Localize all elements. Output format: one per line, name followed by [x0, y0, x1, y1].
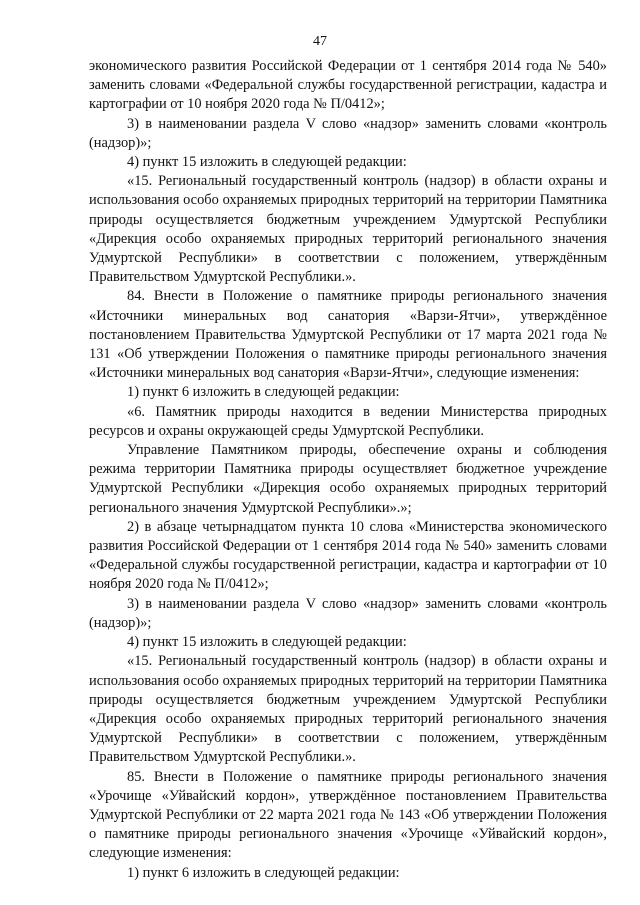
paragraph-item-1: 1) пункт 6 изложить в следующей редакции:: [127, 384, 400, 401]
paragraph-continuation: экономического развития Российской Федерации от 1 сентября 2014 года № 540» заменить словами «Федеральной службы государственной регистрации, кадастра и картографии от 10 ноября 2020 года № П/0412»;: [89, 58, 607, 113]
paragraph-item-4: 4) пункт 15 изложить в следующей редакции:: [127, 154, 407, 171]
document-body: [89, 57, 607, 883]
paragraph-section-84: 84. Внести в Положение о памятнике природы регионального значения «Источники минеральных вод санатория «Варзи-Ятчи», утверждённое постановлением Правительства Удмуртской Республики от 17 марта 2021 года № 131 «Об утверждении Положения о памятнике природы регионального значения «Источники минеральных вод санатория «Варзи-Ятчи», следующие изменения:: [89, 288, 607, 382]
paragraph-item-3: 3) в наименовании раздела V слово «надзор» заменить словами «контроль (надзор)»;: [89, 115, 607, 151]
paragraph-item-1: 1) пункт 6 изложить в следующей редакции:: [127, 864, 400, 881]
page-number: 47: [313, 34, 327, 49]
paragraph-item-4: 4) пункт 15 изложить в следующей редакции:: [127, 634, 407, 651]
paragraph-management: Управление Памятником природы, обеспечение охраны и соблюдения режима территории Памятника природы осуществляет бюджетное учреждение Удмуртской Республики «Дирекция особо охраняемых природных территорий регионального значения Удмуртской Республики».»;: [89, 442, 607, 516]
paragraph-item-3: 3) в наименовании раздела V слово «надзор» заменить словами «контроль (надзор)»;: [89, 595, 607, 631]
paragraph-point-15-text: «15. Региональный государственный контроль (надзор) в области охраны и использования особо охраняемых природных территорий на территории Памятника природы осуществляется бюджетным учреждением Удмуртской Республики «Дирекция особо охраняемых природных территорий регионального значения Удмуртской Республики» в соответствии с положением, утверждённым Правительством Удмуртской Республики.».: [89, 653, 607, 766]
paragraph-point-6-text: «6. Памятник природы находится в ведении Министерства природных ресурсов и охраны окружающей среды Удмуртской Республики.: [89, 403, 607, 439]
paragraph-item-2: 2) в абзаце четырнадцатом пункта 10 слова «Министерства экономического развития Российской Федерации от 1 сентября 2014 года № 540» заменить словами «Федеральной службы государственной регистрации, кадастра и картографии от 10 ноября 2020 года № П/0412»;: [89, 518, 607, 593]
paragraph-point-15-text: «15. Региональный государственный контроль (надзор) в области охраны и использования особо охраняемых природных территорий на территории Памятника природы осуществляется бюджетным учреждением Удмуртской Республики «Дирекция особо охраняемых природных территорий регионального значения Удмуртской Республики» в соответствии с положением, утверждённым Правительством Удмуртской Республики.».: [89, 173, 607, 286]
paragraph-section-85: 85. Внести в Положение о памятнике природы регионального значения «Урочище «Уйвайский кордон», утверждённое постановлением Правительства Удмуртской Республики от 22 марта 2021 года № 143 «Об утверждении Положения о памятнике природы регионального значения «Урочище «Уйвайский кордон», следующие изменения:: [89, 768, 607, 862]
